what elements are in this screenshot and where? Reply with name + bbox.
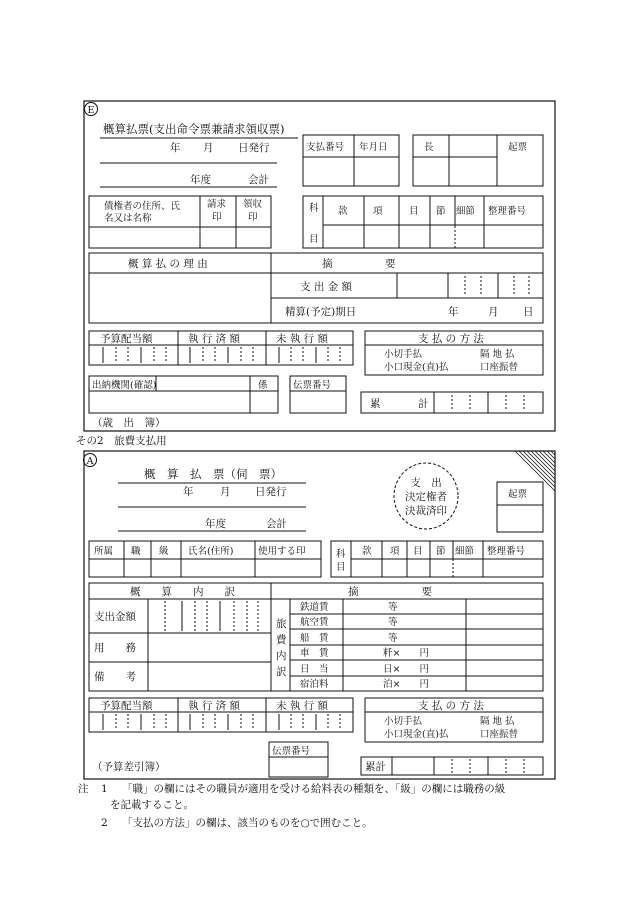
seisan-kijitsu-label: 精算(予定)期日 [285,306,357,318]
note-prefix: 注 [78,783,89,795]
form2-budget-haito: 予算配当額 [100,700,153,712]
corner-hatch [515,451,555,491]
note-1-line-2: を記載すること。 [110,799,194,811]
seisan-tsuki: 月 [488,306,499,318]
form2-moku2-label: 目 [413,546,423,557]
form2-payment-genkin: 小口現金(直)払 [384,729,449,740]
reason-label: 概 算 払 の 理 由 [128,258,208,270]
ryohi-char-1: 旅 [276,618,287,630]
form1-tsuki: 月 [203,142,214,154]
ryoshu-label: 領収 [243,199,263,210]
creditor-label-2: 名又は名称 [104,213,152,224]
ka-label: 科 [309,203,319,214]
item-koku-unit: 等 [388,617,398,628]
form2-hi: 日発行 [255,486,287,498]
note-2-line-1: 「支払の方法」の欄は、該当のものを○で囲むこと。 [122,817,373,829]
form-2 [84,451,556,779]
payment-method-title: 支 払 の 方 法 [418,333,484,345]
form2-setsu-label: 節 [436,546,446,557]
budget-haito-label: 予算配当額 [100,333,153,345]
ryoshu-in-label: 印 [248,212,258,223]
suitou-kikan-label: 出納機関(確認) [92,380,157,391]
shiharai-bango-label: 支払番号 [306,142,345,153]
kihyo-label: 起票 [508,142,528,153]
form1-title: 概算払票(支出命令票兼請求領収票) [103,122,285,136]
saishutsubo-label: （歳 出 簿） [92,417,166,429]
item-koku: 航空賃 [300,617,329,628]
form2-kihyo-label: 起票 [508,489,528,500]
shozoku-label: 所属 [94,546,114,557]
form1-kaikei: 会計 [248,174,269,186]
seiri-bango-label: 整理番号 [488,206,527,217]
form2-saisetsu-label: 細節 [455,546,475,557]
form2-ko-label: 項 [390,546,400,557]
seisan-nen: 年 [448,306,459,318]
yosan-sashihikibo-label: （予算差引簿） [92,761,166,773]
item-sha-unit: 粁× 円 [383,648,429,659]
moku-label: 目 [309,234,319,245]
shishutsu-kingaku-label: 支 出 金 額 [300,281,353,293]
form1-nendo: 年度 [190,174,211,186]
ryohi-char-2: 費 [276,634,287,646]
note-1-line-1: 「職」の欄にはその職員が適用を受ける給料表の種類を、「級」の欄には職務の級 [122,783,506,795]
note-1-number: 1 [101,783,108,795]
form2-payment-kakuchi: 隔 地 払 [480,716,515,727]
form2-payment-koza: 口座振替 [480,729,519,740]
item-tetsudo: 鉄道賃 [300,602,329,613]
item-nitto-unit: 日× 円 [383,664,429,675]
biko-label: 備 考 [94,671,136,683]
denpyo-bango-label: 伝票番号 [293,380,332,391]
form2-moku-label: 目 [336,562,346,573]
form2-budget-shikko: 執 行 済 額 [188,700,241,712]
budget-shikko-label: 執 行 済 額 [188,333,241,345]
payment-genkin: 小口現金(直)払 [384,362,449,373]
stamp-line-2: 決定権者 [405,491,447,503]
setsu-label: 節 [436,206,446,217]
seikyu-label: 請求 [207,199,227,210]
kan-label: 款 [338,206,348,217]
form2-shishutsu-label: 支出金額 [94,611,136,623]
form1-nen: 年 [170,142,181,154]
item-sha: 車 賃 [300,648,329,659]
item-nitto: 日 当 [300,664,329,675]
form-1 [84,101,555,431]
item-shukuhaku-unit: 泊× 円 [383,679,429,690]
item-shukuhaku: 宿泊料 [300,679,329,690]
stamp-line-1: 支 出 [410,477,442,489]
cho-label: 長 [424,142,434,153]
item-funa-unit: 等 [388,633,398,644]
creditor-label-1: 債権者の住所、氏 [104,201,181,212]
payment-kakuchi: 隔 地 払 [480,349,515,360]
form2-title: 概 算 払 票（伺 票） [144,467,282,481]
note-2-number: 2 [101,817,108,829]
circle-e-letter: E [87,105,95,116]
form2-payment-title: 支 払 の 方 法 [418,700,484,712]
ryohi-char-3: 内 [276,650,287,662]
budget-mishikko-label: 未 執 行 額 [276,333,329,345]
form2-kan-label: 款 [362,546,372,557]
form2-tsuki: 月 [220,486,231,498]
form1-hi: 日発行 [238,142,270,154]
form2-nendo: 年度 [205,518,226,530]
yomu-label: 用 務 [94,642,136,654]
shoku-label: 職 [131,546,141,557]
saisetsu-label: 細節 [456,206,476,217]
ruikei-b: 計 [418,398,429,410]
shimei-label: 氏名(住所) [188,546,234,557]
seisan-hi: 日 [523,306,534,318]
payment-koza: 口座振替 [480,362,519,373]
item-tetsudo-unit: 等 [388,602,398,613]
seikyu-in-label: 印 [212,212,222,223]
ryohi-char-4: 訳 [276,666,287,678]
kakari-label: 係 [258,380,268,391]
caption-sono2: その2 旅費支払用 [76,435,167,447]
payment-kogitte: 小切手払 [384,349,423,360]
moku2-label: 目 [409,206,419,217]
form2-kaikei: 会計 [266,518,287,530]
kyu-label: 級 [159,546,169,557]
form2-seiri-label: 整理番号 [487,546,526,557]
form2-budget-mishikko: 未 執 行 額 [276,700,329,712]
gaisan-uchiwake-label: 概 算 内 訳 [130,586,235,598]
item-funa: 船 賃 [300,633,329,644]
shiyo-in-label: 使用する印 [258,546,306,557]
form2-denpyo-label: 伝票番号 [272,746,311,757]
ruikei-a: 累 [370,398,381,410]
form2-payment-kogitte: 小切手払 [384,716,423,727]
form2-ka-label: 科 [336,549,346,560]
form2-ruikei-label: 累計 [365,761,386,773]
nengappi-label: 年月日 [359,142,388,153]
tekiyo-label: 摘 要 [322,258,396,270]
form2-tekiyo-label: 摘 要 [348,586,432,598]
ko-label: 項 [373,206,383,217]
form2-nen: 年 [183,486,194,498]
notes [78,782,506,829]
circle-a-letter: A [86,456,94,467]
stamp-line-3: 決裁済印 [405,505,447,517]
